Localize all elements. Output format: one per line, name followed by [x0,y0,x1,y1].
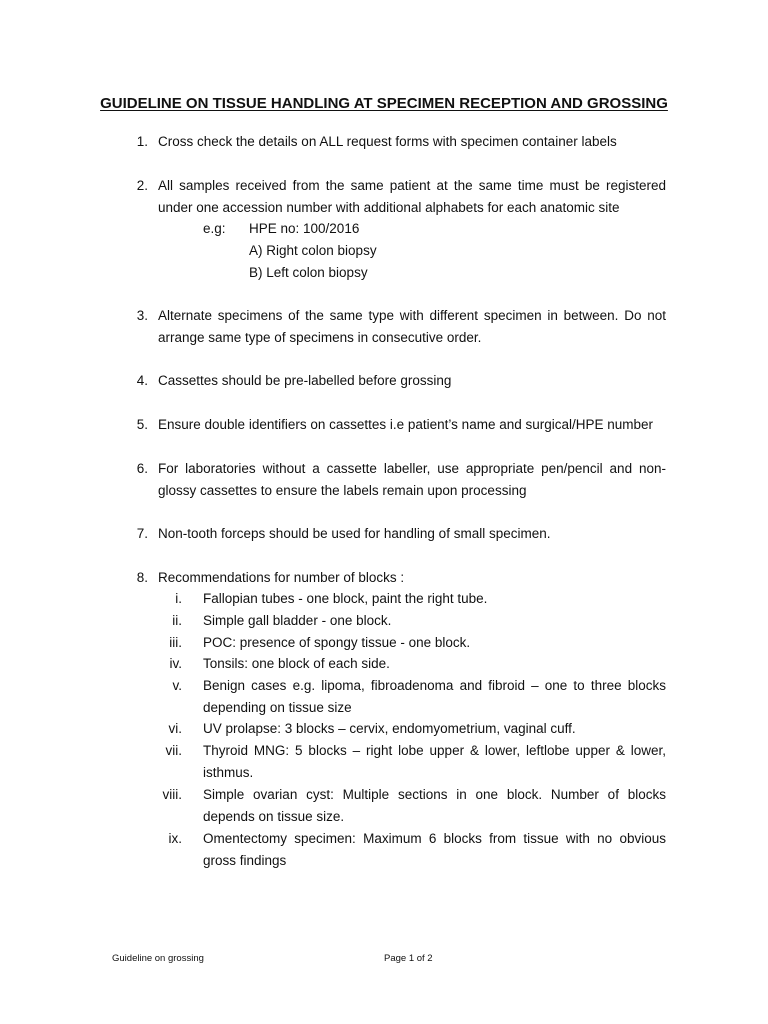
recommendation-text: Benign cases e.g. lipoma, fibroadenoma and fibroid – one to three blocks depending on tissue size [203,678,666,715]
recommendation-number: vii. [165,743,182,758]
recommendation-text: Simple gall bladder - one block. [203,613,392,628]
recommendation-text: Omentectomy specimen: Maximum 6 blocks from tissue with no obvious gross findings [203,831,666,868]
footer-title: Guideline on grossing [112,953,204,964]
list-item-number: 3. [136,308,148,323]
recommendation-number: iii. [169,635,182,650]
example-site-a: A) Right colon biopsy [249,243,377,258]
recommendation-text: Tonsils: one block of each side. [203,656,390,671]
list-item-text: Alternate specimens of the same type with different specimen in between. Do not arrange same type of specimens in consecutive order. [158,308,666,345]
recommendation-number: ix. [168,831,182,846]
list-item-number: 4. [136,373,148,388]
recommendation-text: UV prolapse: 3 blocks – cervix, endomyometrium, vaginal cuff. [203,721,576,736]
list-item-number: 7. [136,526,148,541]
list-item-text: Ensure double identifiers on cassettes i.e patient’s name and surgical/HPE number [158,417,654,432]
recommendation-number: viii. [162,787,182,802]
list-item-number: 6. [136,461,148,476]
list-item-number: 8. [136,570,148,585]
recommendation-text: POC: presence of spongy tissue - one block. [203,635,471,650]
page-title-text: GUIDELINE ON TISSUE HANDLING AT SPECIMEN RECEPTION AND GROSSING [100,95,668,112]
footer-page-number: Page 1 of 2 [384,953,433,964]
recommendation-number: i. [175,591,182,606]
list-item-text: For laboratories without a cassette labeller, use appropriate pen/pencil and non-glossy cassettes to ensure the labels remain upon processing [158,461,666,498]
list-item-text: All samples received from the same patient at the same time must be registered under one accession number with additional alphabets for each anatomic site [158,178,666,215]
example-site-b: B) Left colon biopsy [249,265,368,280]
list-item-text: Cassettes should be pre-labelled before grossing [158,373,452,388]
list-item-text: Cross check the details on ALL request forms with specimen container labels [158,134,617,149]
list-item-number: 1. [136,134,148,149]
recommendation-text: Fallopian tubes - one block, paint the right tube. [203,591,488,606]
list-item-text: Non-tooth forceps should be used for handling of small specimen. [158,526,551,541]
recommendation-number: v. [172,678,182,693]
page-title [0,94,768,114]
recommendation-number: vi. [168,721,182,736]
list-item-number: 2. [136,178,148,193]
recommendation-text: Simple ovarian cyst: Multiple sections in one block. Number of blocks depends on tissue size. [203,787,666,824]
recommendation-number: iv. [169,656,182,671]
recommendation-text: Thyroid MNG: 5 blocks – right lobe upper & lower, leftlobe upper & lower, isthmus. [203,743,666,780]
example-hpe-number: HPE no: 100/2016 [249,221,360,236]
recommendation-number: ii. [172,613,182,628]
list-item-number: 5. [136,417,148,432]
list-item-text: Recommendations for number of blocks : [158,570,405,585]
example-label: e.g: [203,221,226,236]
